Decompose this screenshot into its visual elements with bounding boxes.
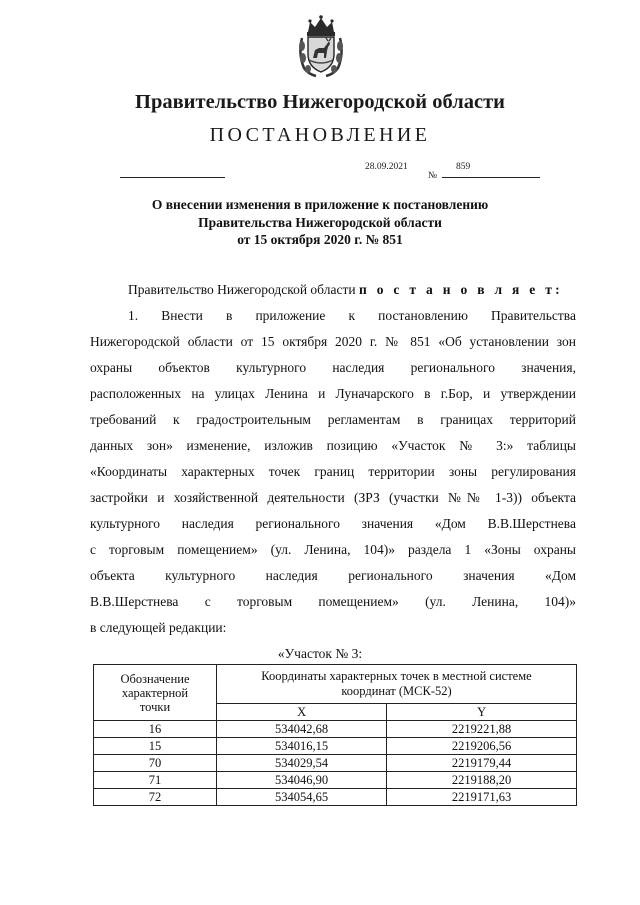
government-title: Правительство Нижегородской области — [135, 91, 505, 113]
paragraph-line: объекта культурного наследия регионального значения «Дом — [90, 568, 576, 583]
table-header-row — [94, 665, 577, 704]
x-cell: 534046,90 — [217, 772, 387, 789]
x-column-header: X — [217, 704, 387, 721]
coordinates-column-header — [217, 665, 577, 704]
table-caption: «Участок № 3: — [277, 646, 363, 661]
header-line: Координаты характерных точек в местной системе — [261, 669, 532, 683]
y-cell: 2219188,20 — [387, 772, 577, 789]
paragraph-line: охраны объектов культурного наследия регионального значения, — [90, 360, 576, 375]
paragraph-line: расположенных на улицах Ленина и Луначарского в г.Бор, и утверждении — [90, 386, 576, 401]
y-cell: 2219206,56 — [387, 738, 577, 755]
point-cell: 71 — [94, 772, 217, 789]
header-line: точки — [139, 699, 171, 714]
paragraph-line: 1. Внести в приложение к постановлению Правительства — [128, 308, 576, 323]
x-cell: 534029,54 — [217, 755, 387, 772]
number-underline — [442, 177, 540, 178]
table-row — [94, 772, 577, 789]
header-line: Обозначение — [120, 671, 190, 686]
y-cell: 2219179,44 — [387, 755, 577, 772]
header-line: координат (МСК-52) — [341, 684, 452, 698]
point-cell: 70 — [94, 755, 217, 772]
number-label: № — [428, 171, 438, 181]
y-cell: 2219221,88 — [387, 721, 577, 738]
point-cell: 72 — [94, 789, 217, 806]
preamble-text: Правительство Нижегородской области — [128, 282, 356, 297]
paragraph-line: данных зон» изменение, изложив позицию «Участок № 3:» таблицы — [90, 438, 576, 453]
paragraph-line: «Координаты характерных точек границ территории зоны регулирования — [90, 464, 576, 479]
preamble — [128, 282, 563, 298]
document-date: 28.09.2021 — [365, 162, 408, 172]
subject-line: Правительства Нижегородской области — [198, 214, 442, 230]
subject-line: О внесении изменения в приложение к постановлению — [151, 197, 489, 212]
paragraph-line: с торговым помещением» (ул. Ленина, 104)» раздела 1 «Зоны охраны — [90, 542, 576, 557]
date-left-underline — [120, 177, 225, 178]
paragraph-line: культурного наследия регионального значения «Дом В.В.Шерстнева — [90, 516, 576, 531]
header-line: характерной — [121, 685, 189, 700]
table-row — [94, 738, 577, 755]
paragraph-line: В.В.Шерстнева с торговым помещением» (ул. Ленина, 104)» — [90, 594, 576, 609]
y-cell: 2219171,63 — [387, 789, 577, 806]
point-cell: 15 — [94, 738, 217, 755]
x-cell: 534042,68 — [217, 721, 387, 738]
paragraph-line: застройки и хозяйственной деятельности (ЗРЗ (участки №№ 1-3)) объекта — [90, 490, 576, 505]
document-number: 859 — [456, 162, 471, 172]
paragraph-line: Нижегородской области от 15 октября 2020 г. № 851 «Об установлении зон — [90, 334, 576, 349]
x-cell: 534016,15 — [217, 738, 387, 755]
x-cell: 534054,65 — [217, 789, 387, 806]
subject-line: от 15 октября 2020 г. № 851 — [237, 232, 403, 247]
document-type: ПОСТАНОВЛЕНИЕ — [209, 124, 431, 146]
table-row — [94, 755, 577, 772]
coat-of-arms-icon — [296, 14, 346, 78]
paragraph-line: требований к градостроительным регламентам в границах территорий — [90, 412, 576, 427]
coordinates-table — [93, 664, 577, 806]
document-subject — [0, 196, 640, 249]
paragraph-last-line: в следующей редакции: — [90, 620, 227, 635]
table-row — [94, 721, 577, 738]
point-column-header — [94, 665, 217, 721]
preamble-emphasis: п о с т а н о в л я е т: — [358, 282, 563, 297]
y-column-header: Y — [387, 704, 577, 721]
table-row — [94, 789, 577, 806]
point-cell: 16 — [94, 721, 217, 738]
